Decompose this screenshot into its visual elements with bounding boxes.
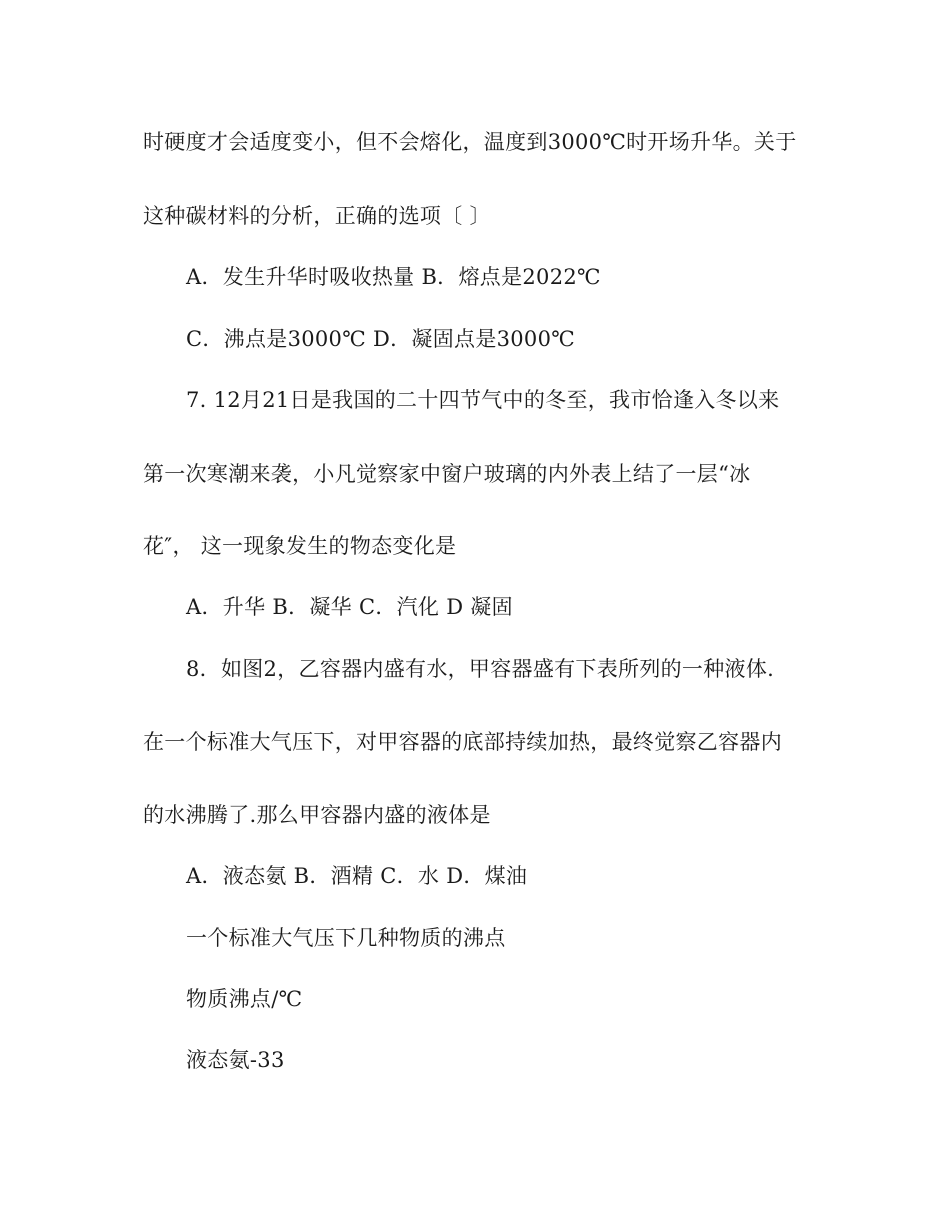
text-line: 时硬度才会适度变小，但不会熔化，温度到3000℃时开场升华。关于 [143, 130, 797, 154]
answer-options: C．沸点是3000℃ D．凝固点是3000℃ [186, 327, 576, 351]
answer-options: A．升华 B．凝华 C．汽化 D 凝固 [186, 595, 513, 619]
text-line: 在一个标准大气压下，对甲容器的底部持续加热，最终觉察乙容器内 [143, 730, 782, 754]
answer-options: A．液态氨 B．酒精 C．水 D．煤油 [186, 864, 528, 888]
text-line: 第一次寒潮来袭，小凡觉察家中窗户玻璃的内外表上结了一层“冰 [143, 462, 751, 486]
question-7: 7. 12月21日是我国的二十四节气中的冬至，我市恰逢入冬以来 [186, 388, 780, 412]
text-line: 的水沸腾了.那么甲容器内盛的液体是 [143, 803, 491, 827]
table-header: 物质沸点/℃ [186, 987, 303, 1011]
question-8: 8．如图2，乙容器内盛有水，甲容器盛有下表所列的一种液体. [186, 657, 775, 681]
answer-options: A．发生升华时吸收热量 B．熔点是2022℃ [186, 265, 601, 289]
table-row: 液态氨-33 [186, 1048, 285, 1072]
table-title: 一个标准大气压下几种物质的沸点 [186, 926, 506, 950]
text-line: 花″， 这一现象发生的物态变化是 [143, 534, 457, 558]
text-line: 这种碳材料的分析，正确的选项〔 〕 [143, 204, 491, 228]
